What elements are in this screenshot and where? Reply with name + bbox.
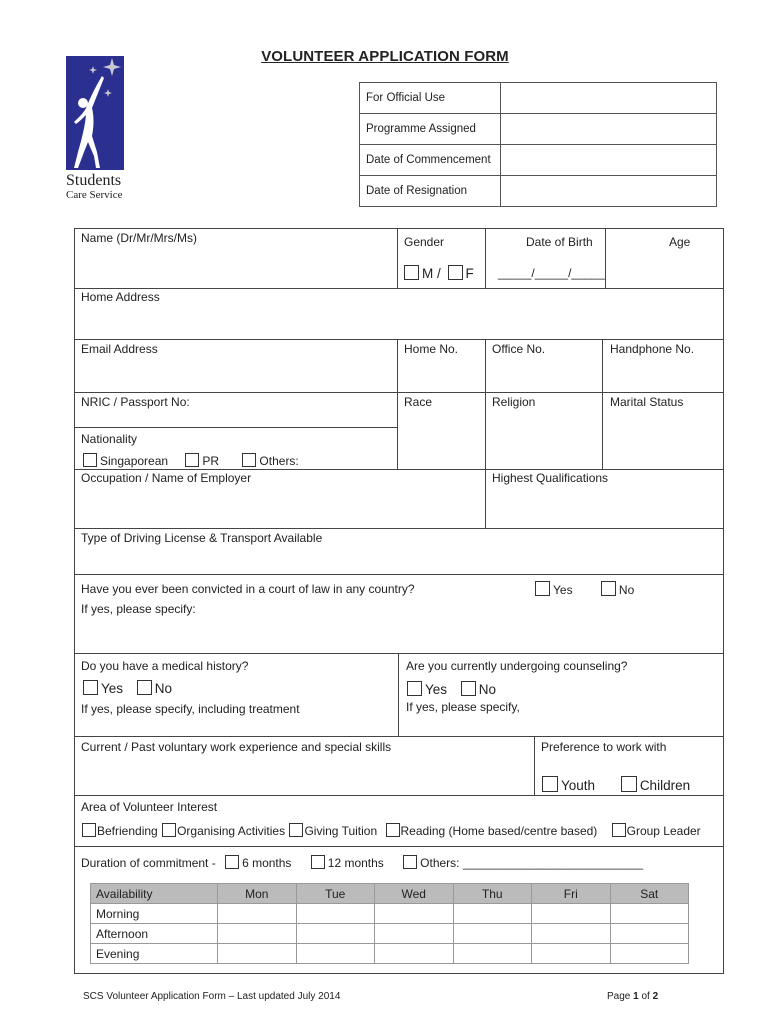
slot-cell[interactable]	[296, 944, 375, 964]
availability-table	[90, 883, 689, 964]
home-address-label: Home Address	[81, 290, 160, 304]
medical-no-label: No	[154, 681, 173, 696]
page-of: of	[641, 991, 650, 1002]
page-total: 2	[652, 991, 659, 1002]
slot-cell[interactable]	[375, 904, 454, 924]
official-label: Date of Commencement	[360, 145, 501, 176]
email-label: Email Address	[81, 342, 158, 356]
twelve-months-checkbox[interactable]	[311, 855, 325, 869]
medical-options	[83, 680, 172, 696]
preference-options	[542, 776, 690, 793]
gender-m-checkbox[interactable]	[404, 265, 419, 280]
official-label: Programme Assigned	[360, 114, 501, 145]
medical-no-checkbox[interactable]	[137, 680, 152, 695]
convicted-yes-checkbox[interactable]	[535, 581, 550, 596]
slot-cell[interactable]	[453, 924, 532, 944]
convicted-yes-label: Yes	[553, 583, 573, 597]
age-label: Age	[669, 235, 691, 249]
divider	[485, 339, 486, 393]
befriending-checkbox[interactable]	[82, 823, 96, 837]
slot-cell[interactable]	[610, 924, 689, 944]
slot-cell[interactable]	[610, 904, 689, 924]
experience-label: Current / Past voluntary work experience and special skills	[81, 740, 392, 754]
official-value[interactable]	[501, 114, 717, 145]
slot-cell[interactable]	[296, 924, 375, 944]
qualifications-label: Highest Qualifications	[492, 471, 609, 485]
day-header-sat: Sat	[610, 884, 689, 904]
counseling-options	[407, 681, 496, 697]
others-label: Others:	[259, 454, 299, 468]
page-current: 1	[633, 991, 639, 1002]
interest-reading: Reading (Home based/centre based)	[400, 824, 598, 838]
dob-label: Date of Birth	[526, 235, 593, 249]
day-header-wed: Wed	[375, 884, 454, 904]
divider	[602, 392, 603, 470]
interest-organising: Organising Activities	[177, 824, 286, 838]
handphone-label: Handphone No.	[610, 342, 695, 356]
slot-cell[interactable]	[453, 904, 532, 924]
counseling-label: Are you currently undergoing counseling?	[406, 659, 628, 673]
official-value[interactable]	[501, 83, 717, 114]
home-no-label: Home No.	[404, 342, 459, 356]
slot-cell[interactable]	[532, 944, 611, 964]
occupation-label: Occupation / Name of Employer	[81, 471, 252, 485]
slot-cell[interactable]	[532, 904, 611, 924]
counseling-yes-checkbox[interactable]	[407, 681, 422, 696]
slot-label: Afternoon	[91, 924, 218, 944]
footer-text: SCS Volunteer Application Form – Last updated July 2014	[83, 991, 341, 1002]
interest-befriending: Befriending	[97, 824, 158, 838]
divider	[485, 469, 486, 529]
interest-label: Area of Volunteer Interest	[81, 800, 218, 814]
slot-cell[interactable]	[453, 944, 532, 964]
medical-specify: If yes, please specify, including treatment	[81, 702, 300, 716]
children-checkbox[interactable]	[621, 776, 637, 792]
scs-logo	[66, 56, 124, 170]
group-leader-checkbox[interactable]	[612, 823, 626, 837]
convicted-no-checkbox[interactable]	[601, 581, 616, 596]
youth-checkbox[interactable]	[542, 776, 558, 792]
tuition-checkbox[interactable]	[289, 823, 303, 837]
duration-options	[81, 855, 643, 870]
form-title: VOLUNTEER APPLICATION FORM	[261, 48, 509, 65]
counseling-no-label: No	[478, 682, 497, 697]
slot-cell[interactable]	[218, 924, 297, 944]
divider	[398, 653, 399, 737]
duration-label: Duration of commitment -	[81, 856, 216, 870]
medical-yes-label: Yes	[101, 681, 124, 696]
interest-tuition: Giving Tuition	[304, 824, 378, 838]
logo-text-students: Students	[66, 172, 122, 189]
race-label: Race	[404, 395, 433, 409]
official-value[interactable]	[501, 145, 717, 176]
organising-checkbox[interactable]	[162, 823, 176, 837]
singaporean-label: Singaporean	[100, 454, 169, 468]
slot-cell[interactable]	[218, 904, 297, 924]
official-label: For Official Use	[360, 83, 501, 114]
reading-checkbox[interactable]	[386, 823, 400, 837]
medical-yes-checkbox[interactable]	[83, 680, 98, 695]
medical-label: Do you have a medical history?	[81, 659, 249, 673]
home-address-cell[interactable]	[74, 288, 724, 340]
divider	[534, 736, 535, 796]
official-use-table	[359, 82, 717, 207]
divider	[397, 392, 398, 470]
youth-label: Youth	[561, 778, 596, 793]
slot-label: Evening	[91, 944, 218, 964]
divider	[485, 392, 486, 470]
official-label: Date of Resignation	[360, 176, 501, 207]
slot-cell[interactable]	[532, 924, 611, 944]
slot-cell[interactable]	[218, 944, 297, 964]
page-number	[607, 991, 658, 1002]
logo-text-care-service: Care Service	[66, 189, 123, 201]
gender-f-checkbox[interactable]	[448, 265, 463, 280]
day-header-mon: Mon	[218, 884, 297, 904]
convicted-specify: If yes, please specify:	[81, 602, 196, 616]
star-figure-icon	[66, 56, 124, 170]
counseling-no-checkbox[interactable]	[461, 681, 476, 696]
twelve-months-label: 12 months	[327, 856, 384, 870]
pr-label: PR	[202, 454, 220, 468]
counseling-yes-label: Yes	[425, 682, 448, 697]
children-label: Children	[639, 778, 691, 793]
day-header-fri: Fri	[532, 884, 611, 904]
driving-label: Type of Driving License & Transport Available	[81, 531, 323, 545]
convicted-options	[535, 581, 634, 597]
slot-cell[interactable]	[296, 904, 375, 924]
six-months-checkbox[interactable]	[225, 855, 239, 869]
pr-checkbox[interactable]	[185, 453, 199, 467]
official-value[interactable]	[501, 176, 717, 207]
slot-cell[interactable]	[375, 944, 454, 964]
slot-cell[interactable]	[610, 944, 689, 964]
name-label: Name (Dr/Mr/Mrs/Ms)	[81, 231, 197, 245]
nric-label: NRIC / Passport No:	[81, 395, 190, 409]
availability-header: Availability	[91, 884, 218, 904]
day-header-thu: Thu	[453, 884, 532, 904]
nationality-label: Nationality	[81, 432, 138, 446]
others-duration-checkbox[interactable]	[403, 855, 417, 869]
gender-m-label: M /	[422, 266, 441, 281]
slot-label: Morning	[91, 904, 218, 924]
six-months-label: 6 months	[242, 856, 292, 870]
slot-cell[interactable]	[375, 924, 454, 944]
dob-blank[interactable]: _____/_____/_____	[498, 266, 605, 280]
interest-options	[82, 823, 701, 838]
others-checkbox[interactable]	[242, 453, 256, 467]
availability-row-morning	[91, 904, 689, 924]
availability-row-evening	[91, 944, 689, 964]
convicted-label: Have you ever been convicted in a court of law in any country?	[81, 582, 415, 596]
gender-label: Gender	[404, 235, 445, 249]
preference-label: Preference to work with	[541, 740, 667, 754]
availability-row-afternoon	[91, 924, 689, 944]
convicted-no-label: No	[618, 583, 635, 597]
gender-f-label: F	[465, 266, 474, 281]
office-no-label: Office No.	[492, 342, 546, 356]
interest-group-leader: Group Leader	[626, 824, 701, 838]
religion-label: Religion	[492, 395, 536, 409]
day-header-tue: Tue	[296, 884, 375, 904]
nationality-options	[83, 453, 299, 468]
marital-label: Marital Status	[610, 395, 684, 409]
others-duration-label[interactable]: Others: ___________________________	[420, 856, 644, 870]
gender-options	[404, 265, 474, 281]
page-prefix: Page	[607, 991, 631, 1002]
singaporean-checkbox[interactable]	[83, 453, 97, 467]
counseling-specify: If yes, please specify,	[406, 700, 520, 714]
